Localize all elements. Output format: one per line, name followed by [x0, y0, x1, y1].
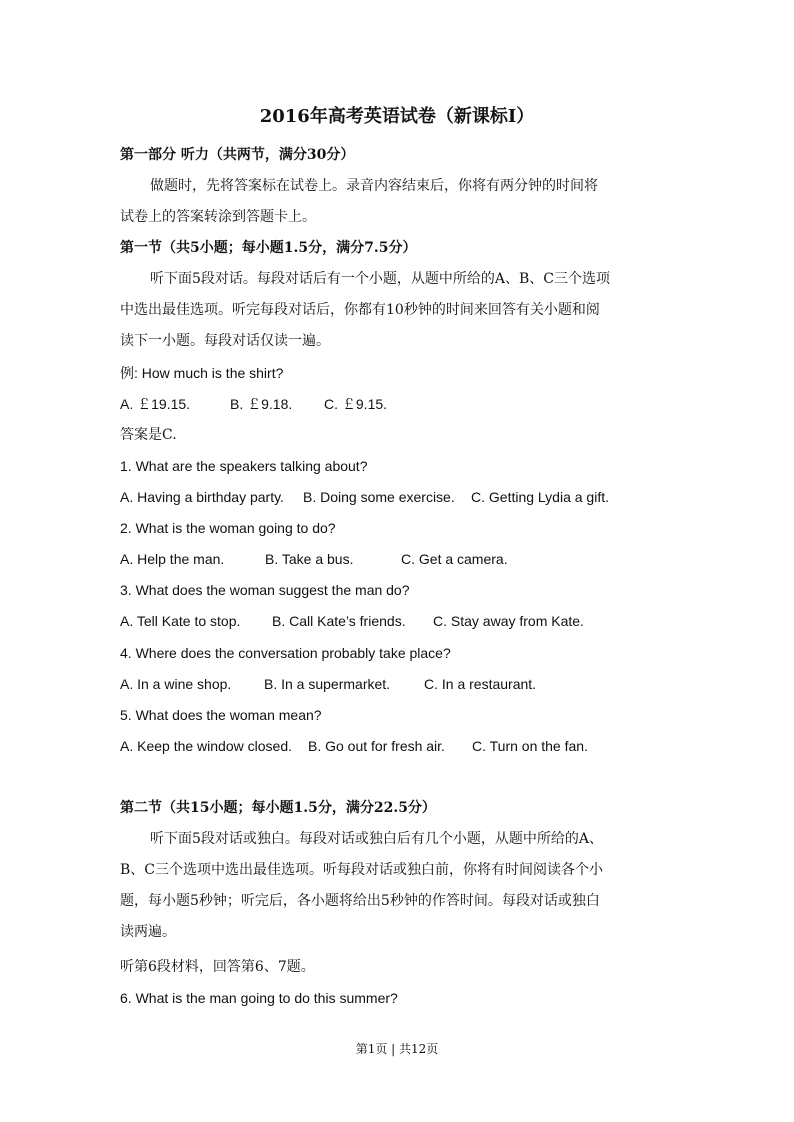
- section2-instruction-line: 题，每小题5秒钟；听完后，各小题将给出5秒钟的作答时间。每段对话或独白: [120, 893, 600, 909]
- question-5: 5. What does the woman mean?: [120, 707, 322, 723]
- option-a: A. Having a birthday party.: [120, 489, 284, 505]
- example-option-b: B. ￡9.18.: [230, 396, 293, 412]
- option-b: B. Doing some exercise.: [303, 489, 455, 505]
- option-c: C. Get a camera.: [401, 551, 508, 567]
- option-c: C. Getting Lydia a gift.: [471, 489, 609, 505]
- section1-instruction-line: 中选出最佳选项。听完每段对话后，你都有10秒钟的时间来回答有关小题和阅: [120, 302, 600, 318]
- section2-heading: 第二节（共15小题；每小题1.5分，满分22.5分）: [120, 800, 436, 816]
- example-question: 例: How much is the shirt?: [120, 365, 284, 381]
- option-b: B. Take a bus.: [265, 551, 354, 567]
- page-title: 2016年高考英语试卷（新课标I）: [259, 106, 535, 127]
- question-4-options: [120, 673, 680, 695]
- option-a: A. Tell Kate to stop.: [120, 613, 241, 629]
- example-options: [120, 393, 680, 415]
- section1-instruction-line: 听下面5段对话。每段对话后有一个小题，从题中所给的A、B、C三个选项: [150, 271, 611, 287]
- option-c: C. Stay away from Kate.: [433, 613, 584, 629]
- question-2-options: [120, 548, 680, 570]
- example-option-c: C. ￡9.15.: [324, 396, 388, 412]
- part1-instruction-line: 做题时，先将答案标在试卷上。录音内容结束后，你将有两分钟的时间将: [150, 178, 598, 194]
- question-6: 6. What is the man going to do this summer?: [120, 990, 398, 1006]
- option-a: A. Keep the window closed.: [120, 738, 292, 754]
- part1-heading: 第一部分 听力（共两节，满分30分）: [120, 147, 355, 163]
- option-b: B. Go out for fresh air.: [308, 738, 445, 754]
- option-a: A. Help the man.: [120, 551, 225, 567]
- option-c: C. Turn on the fan.: [472, 738, 588, 754]
- question-5-options: [120, 735, 680, 757]
- section1-heading: 第一节（共5小题；每小题1.5分，满分7.5分）: [120, 240, 417, 256]
- section2-instruction-line: 听下面5段对话或独白。每段对话或独白后有几个小题，从题中所给的A、: [150, 831, 604, 847]
- example-option-a: A. ￡19.15.: [120, 396, 191, 412]
- material-6-instruction: 听第6段材料，回答第6、7题。: [120, 959, 315, 975]
- option-b: B. Call Kate’s friends.: [272, 613, 406, 629]
- part1-instruction-line: 试卷上的答案转涂到答题卡上。: [120, 209, 316, 225]
- option-b: B. In a supermarket.: [264, 676, 391, 692]
- question-2: 2. What is the woman going to do?: [120, 520, 336, 536]
- option-a: A. In a wine shop.: [120, 676, 232, 692]
- question-1-options: [120, 486, 680, 508]
- section1-instruction-line: 读下一小题。每段对话仅读一遍。: [120, 333, 330, 349]
- page-footer: 第1页 | 共12页: [355, 1042, 439, 1056]
- question-3: 3. What does the woman suggest the man do?: [120, 582, 410, 598]
- question-4: 4. Where does the conversation probably take place?: [120, 645, 451, 661]
- question-1: 1. What are the speakers talking about?: [120, 458, 368, 474]
- question-3-options: [120, 610, 680, 632]
- option-c: C. In a restaurant.: [424, 676, 537, 692]
- section2-instruction-line: 读两遍。: [120, 924, 176, 940]
- example-answer: 答案是C.: [120, 427, 177, 443]
- section2-instruction-line: B、C三个选项中选出最佳选项。听每段对话或独白前，你将有时间阅读各个小: [120, 862, 603, 878]
